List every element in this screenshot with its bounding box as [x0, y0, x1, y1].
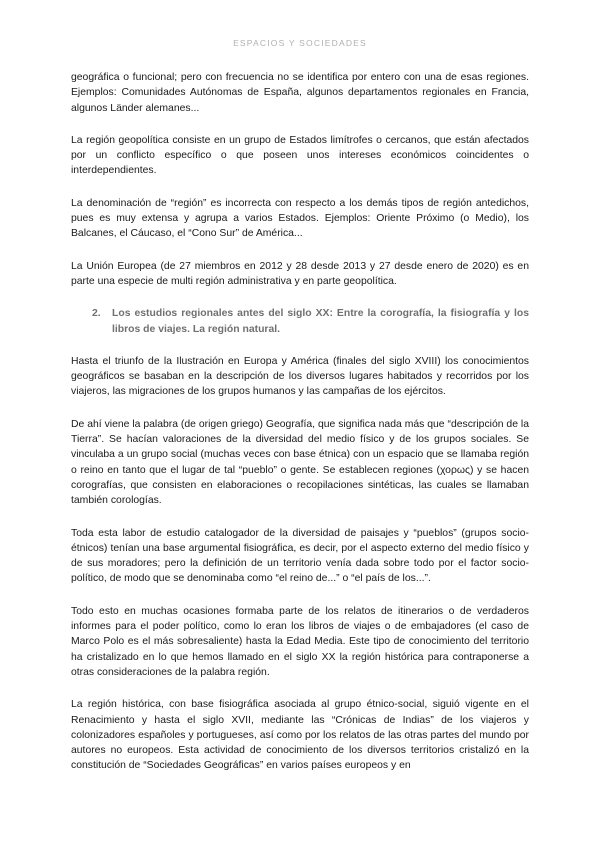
section-heading	[92, 306, 529, 337]
paragraph: Hasta el triunfo de la Ilustración en Europa y América (finales del siglo XVIII) los conocimientos geográficos se basaban en la descripción de los diversos lugares habitados y recorridos por los viajeros, las migraciones de los grupos humanos y las campañas de los ejércitos.	[71, 355, 529, 398]
paragraph: La región histórica, con base fisiográfica asociada al grupo étnico-social, siguió vigente en el Renacimiento y hasta el siglo XVII, mediante las “Crónicas de Indias” de los viajeros y colonizadores españoles y portugueses, así como por los relatos de las otras partes del mundo por autores no europeos. Esta actividad de conocimiento de los diversos territorios cristalizó en la constitución de “Sociedades Geográficas” en varios países europeos y en	[71, 699, 529, 772]
section-number: 2.	[92, 308, 101, 320]
running-header: ESPACIOS Y SOCIEDADES	[233, 38, 367, 48]
body-text	[71, 70, 529, 791]
section-title: Los estudios regionales antes del siglo XX: Entre la corografía, la fisiografía y los libros de viajes. La región natural.	[112, 308, 529, 335]
paragraph: La región geopolítica consiste en un grupo de Estados limítrofes o cercanos, que están afectados por un conflicto específico o que poseen unos intereses económicos coincidentes o interdependientes.	[71, 134, 529, 177]
paragraph: La denominación de “región” es incorrecta con respecto a los demás tipos de región antedichos, pues es muy extensa y agrupa a varios Estados. Ejemplos: Oriente Próximo (o Medio), los Balcanes, el Cáucaso, el “Cono Sur” de América...	[71, 197, 529, 240]
paragraph: Todo esto en muchas ocasiones formaba parte de los relatos de itinerarios o de verdaderos informes para el poder político, como lo eran los libros de viajes o de embajadores (el caso de Marco Polo es el más sobresaliente) hasta la Edad Media. Este tipo de conocimiento del territorio ha cristalizado en lo que hemos llamado en el siglo XX la región histórica para contraponerse a otras consideraciones de la palabra región.	[71, 605, 529, 678]
paragraph: De ahí viene la palabra (de origen griego) Geografía, que significa nada más que “descripción de la Tierra”. Se hacían valoraciones de la diversidad del medio físico y de los grupos sociales. Se vinculaba a un grupo social (muchas veces con base étnica) con un espacio que se llamaba región o reino en tanto que el lugar de tal “pueblo” o gente. Se establecen regiones (χορως) y se hacen corografías, que consisten en elaboraciones o recopilaciones sintéticas, las cuales se llamaban también corologías.	[71, 418, 529, 507]
paragraph: Toda esta labor de estudio catalogador de la diversidad de paisajes y “pueblos” (grupos socio-étnicos) tenían una base argumental fisiográfica, es decir, por el aspecto externo del medio físico y de sus moradores; pero la definición de un territorio venía dada sobre todo por el factor socio-político, de modo que se denominaba como “el reino de...” o “el país de los...”.	[71, 527, 529, 585]
paragraph: La Unión Europea (de 27 miembros en 2012 y 28 desde 2013 y 27 desde enero de 2020) es en parte una especie de multi región administrativa y en parte geopolítica.	[71, 260, 529, 287]
paragraph: geográfica o funcional; pero con frecuencia no se identifica por entero con una de esas regiones. Ejemplos: Comunidades Autónomas de España, algunos departamentos regionales en Francia, algunos Länder alemanes...	[71, 72, 529, 114]
